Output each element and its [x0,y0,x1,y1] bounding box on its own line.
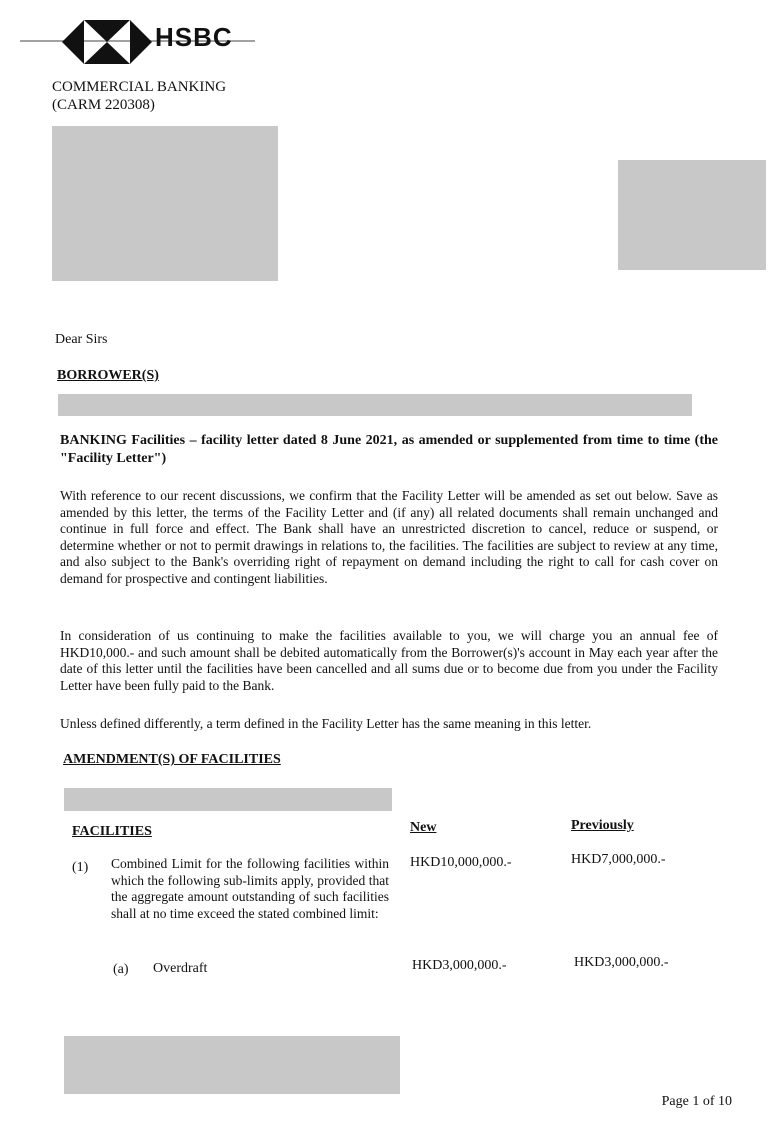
row-previous-value: HKD7,000,000.- [571,852,666,867]
redacted-facility-detail [64,788,392,811]
hsbc-hexagon-logo-icon [62,18,152,66]
subrow-new-value: HKD3,000,000.- [412,958,507,973]
paragraph-annual-fee: In consideration of us continuing to make the facilities available to you, we will charge you an annual fee of HKD10,000.- and such amount shall be debited automatically from the Borrower(s)'s account in May each year after the date of this letter until the facilities have been cancelled and all sums due or to become due from you under the Facility Letter have been fully paid to the Bank. [60,628,718,693]
paragraph-discussions: With reference to our recent discussions, we confirm that the Facility Letter will be amended as set out below. Save as amended by this letter, the terms of the Facility Letter and (if any) all related documents shall remain unchanged and continue in full force and effect. The Bank shall have an unrestricted discretion to cancel, reduce or suspend, or determine whether or not to permit drawings in relations to, the facilities. The facilities are subject to review at any time, and also subject to the Bank's overriding right of repayment on demand including the right to call for cash cover on demand for prospective and contingent liabilities. [60,488,718,586]
redacted-borrower-name [58,394,692,416]
borrower-heading: BORROWER(S) [57,368,159,383]
row-new-value: HKD10,000,000.- [410,855,512,870]
subrow-description: Overdraft [153,961,208,976]
reference-code: (CARM 220308) [52,97,155,113]
redacted-date-block [618,160,766,270]
page-number: Page 1 of 10 [661,1094,732,1109]
column-header-facilities: FACILITIES [72,824,152,839]
redacted-address-block [52,126,278,281]
amendments-heading: AMENDMENT(S) OF FACILITIES [63,752,281,767]
subject-line: BANKING Facilities – facility letter dated 8 June 2021, as amended or supplemented from time to time (the "Facility Letter") [60,433,718,466]
column-header-new: New [410,820,437,835]
division-name: COMMERCIAL BANKING [52,79,227,95]
row-description: Combined Limit for the following facilities within which the following sub-limits apply, provided that the aggregate amount outstanding of such facilities shall at no time exceed the stated combined limit: [111,856,389,921]
redacted-signature-block [64,1036,400,1094]
brand-wordmark: HSBC [155,22,233,52]
salutation: Dear Sirs [55,332,108,347]
paragraph-definitions: Unless defined differently, a term defined in the Facility Letter has the same meaning in this letter. [60,716,592,731]
subrow-previous-value: HKD3,000,000.- [574,955,669,970]
row-number: (1) [72,860,89,875]
column-header-previously: Previously [571,818,634,833]
subrow-number: (a) [113,962,129,977]
